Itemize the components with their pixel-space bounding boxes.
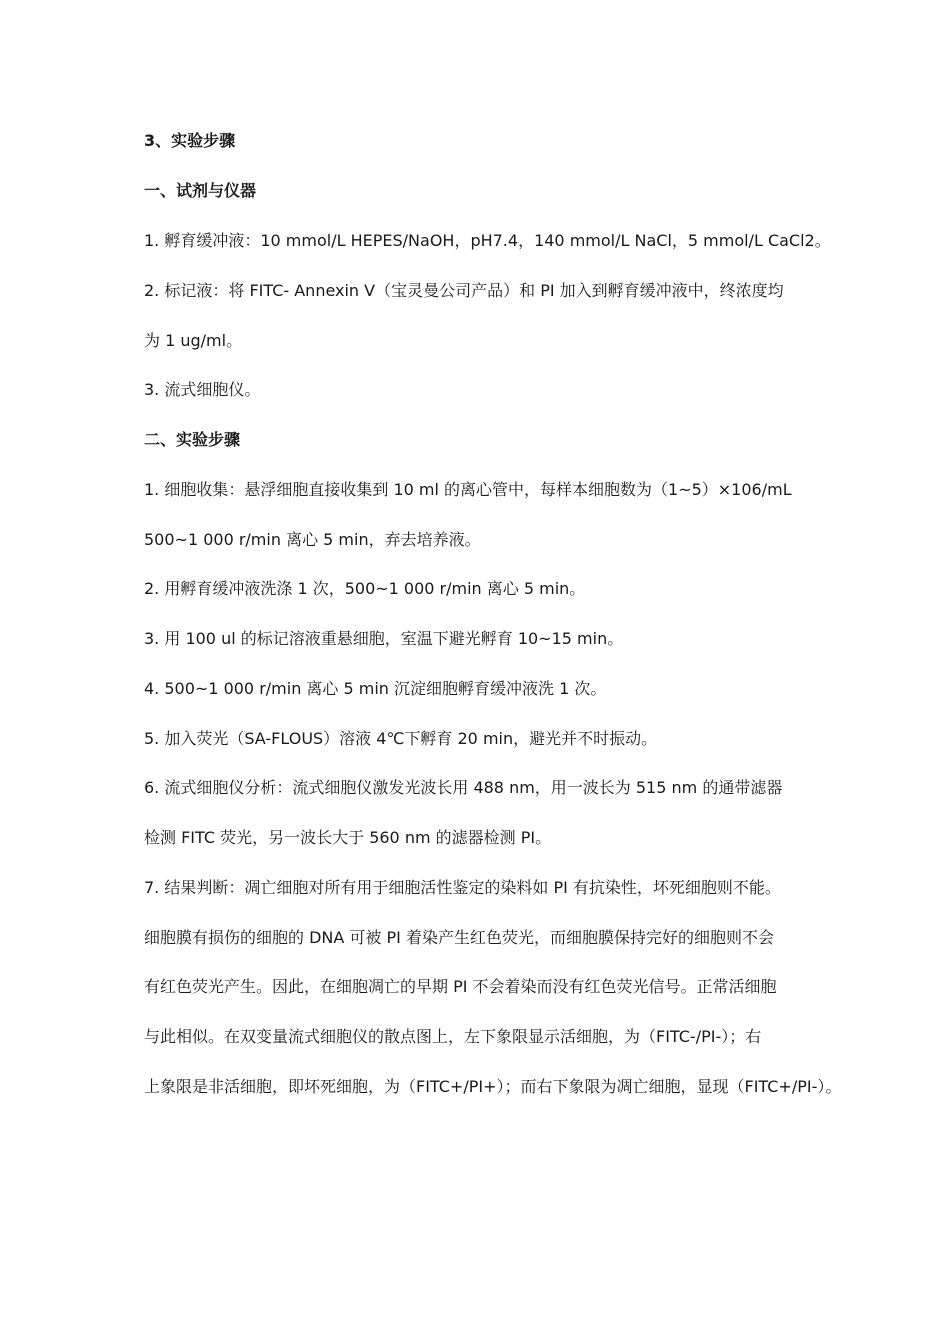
procedure-line: 2. 用孵育缓冲液洗涤 1 次，500~1 000 r/min 离心 5 min。 [144,579,586,598]
procedure-line: 6. 流式细胞仪分析：流式细胞仪激发光波长用 488 nm，用一波长为 515 nm 的通带滤器 [144,778,783,797]
procedure-line: 5. 加入荧光（SA-FLOUS）溶液 4℃下孵育 20 min，避光并不时振动。 [144,729,658,748]
procedure-line: 与此相似。在双变量流式细胞仪的散点图上，左下象限显示活细胞，为（FITC-/PI-）；右 [144,1027,762,1046]
reagent-line-buffer: 1. 孵育缓冲液：10 mmol/L HEPES/NaOH，pH7.4，140 mmol/L NaCl，5 mmol/L CaCl2。 [144,231,831,250]
procedure-line: 细胞膜有损伤的细胞的 DNA 可被 PI 着染产生红色荧光，而细胞膜保持完好的细胞则不会 [144,928,774,947]
procedure-line: 500~1 000 r/min 离心 5 min，弃去培养液。 [144,530,481,549]
procedure-line: 4. 500~1 000 r/min 离心 5 min 沉淀细胞孵育缓冲液洗 1 次。 [144,679,607,698]
procedure-line: 检测 FITC 荧光，另一波长大于 560 nm 的滤器检测 PI。 [144,828,552,847]
section-title: 3、实验步骤 [144,131,236,150]
procedure-line: 上象限是非活细胞，即坏死细胞，为（FITC+/PI+）；而右下象限为凋亡细胞，显现（FITC+/PI-）。 [144,1077,842,1096]
reagent-line-label-solution: 2. 标记液：将 FITC- Annexin V（宝灵曼公司产品）和 PI 加入到孵育缓冲液中，终浓度均 [144,281,784,300]
procedure-line: 有红色荧光产生。因此，在细胞凋亡的早期 PI 不会着染而没有红色荧光信号。正常活细胞 [144,977,777,996]
procedure-heading: 二、实验步骤 [144,430,241,449]
procedure-line: 3. 用 100 ul 的标记溶液重悬细胞，室温下避光孵育 10~15 min。 [144,629,624,648]
procedure-line: 7. 结果判断：凋亡细胞对所有用于细胞活性鉴定的染料如 PI 有抗染性，坏死细胞则不能。 [144,878,781,897]
reagent-line-cytometer: 3. 流式细胞仪。 [144,380,261,399]
reagents-heading: 一、试剂与仪器 [144,181,257,200]
procedure-line: 1. 细胞收集：悬浮细胞直接收集到 10 ml 的离心管中，每样本细胞数为（1~5）×106/mL [144,480,792,499]
reagent-line-label-solution-cont: 为 1 ug/ml。 [144,331,243,350]
